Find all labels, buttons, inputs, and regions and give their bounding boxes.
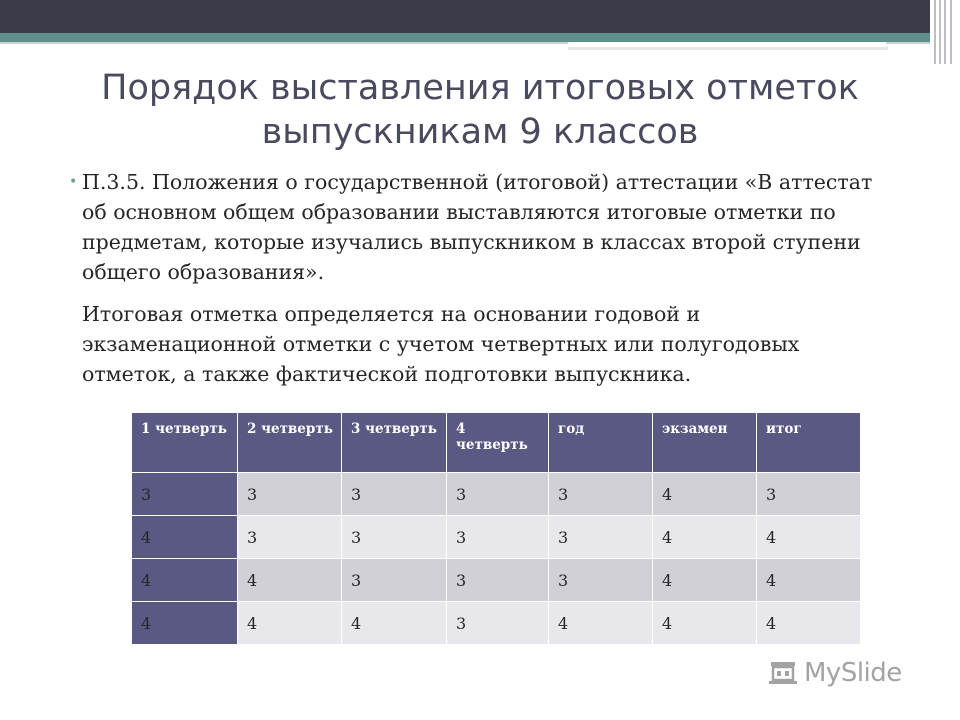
- slide-title: Порядок выставления итоговых отметок выпускникам 9 классов: [101, 68, 859, 152]
- paragraph-1: П.3.5. Положения о государственной (итоговой) аттестации «В аттестат об основном общем образовании выставляются итоговые отметки по предметам, которые изучались выпускником в классах второй ступени общего образования».: [82, 170, 873, 284]
- top-white-strip-shadow: [568, 47, 888, 50]
- myshared-logo-icon: [768, 660, 798, 686]
- table-cell: 4: [653, 559, 757, 602]
- table-cell: 4: [757, 602, 861, 645]
- table-cell: 3: [132, 473, 238, 516]
- table-cell: 3: [342, 516, 447, 559]
- table-cell: 4: [757, 559, 861, 602]
- table-cell: 3: [447, 473, 549, 516]
- marks-table: [131, 412, 861, 645]
- header-q4: 4 четверть: [447, 413, 549, 473]
- table-cell: 3: [238, 473, 342, 516]
- header-q1: 1 четверть: [132, 413, 238, 473]
- bullet-icon: •: [69, 174, 78, 190]
- table-cell: 3: [757, 473, 861, 516]
- table-cell: 3: [238, 516, 342, 559]
- table-row: [132, 473, 861, 516]
- header-q2: 2 четверть: [238, 413, 342, 473]
- table-cell: 4: [653, 473, 757, 516]
- table-cell: 3: [549, 516, 653, 559]
- table-header-row: [132, 413, 861, 473]
- table-row: [132, 516, 861, 559]
- table-cell: 4: [132, 602, 238, 645]
- table-cell: 4: [653, 516, 757, 559]
- header-final: итог: [757, 413, 861, 473]
- table-cell: 3: [549, 559, 653, 602]
- table-cell: 4: [342, 602, 447, 645]
- table-cell: 4: [549, 602, 653, 645]
- watermark-text: MySlide: [804, 658, 902, 688]
- header-exam: экзамен: [653, 413, 757, 473]
- table-cell: 3: [447, 559, 549, 602]
- table-cell: 3: [342, 559, 447, 602]
- paragraph-2: Итоговая отметка определяется на основании годовой и экзаменационной отметки с учетом четвертных или полугодовых отметок, а также фактической подготовки выпускника.: [82, 302, 800, 386]
- table-cell: 4: [238, 602, 342, 645]
- table-cell: 4: [653, 602, 757, 645]
- watermark-logo: [768, 658, 902, 688]
- table-cell: 4: [757, 516, 861, 559]
- slide-body: [69, 167, 882, 389]
- table-row: [132, 602, 861, 645]
- table-cell: 4: [238, 559, 342, 602]
- top-accent-stripe: [0, 33, 930, 42]
- top-bar: [0, 0, 930, 33]
- table-cell: 4: [132, 559, 238, 602]
- table-cell: 3: [342, 473, 447, 516]
- header-year: год: [549, 413, 653, 473]
- table-row: [132, 559, 861, 602]
- table-cell: 3: [549, 473, 653, 516]
- right-decor-stripes: [930, 0, 960, 64]
- header-q3: 3 четверть: [342, 413, 447, 473]
- table-cell: 3: [447, 516, 549, 559]
- table-cell: 4: [132, 516, 238, 559]
- table-cell: 3: [447, 602, 549, 645]
